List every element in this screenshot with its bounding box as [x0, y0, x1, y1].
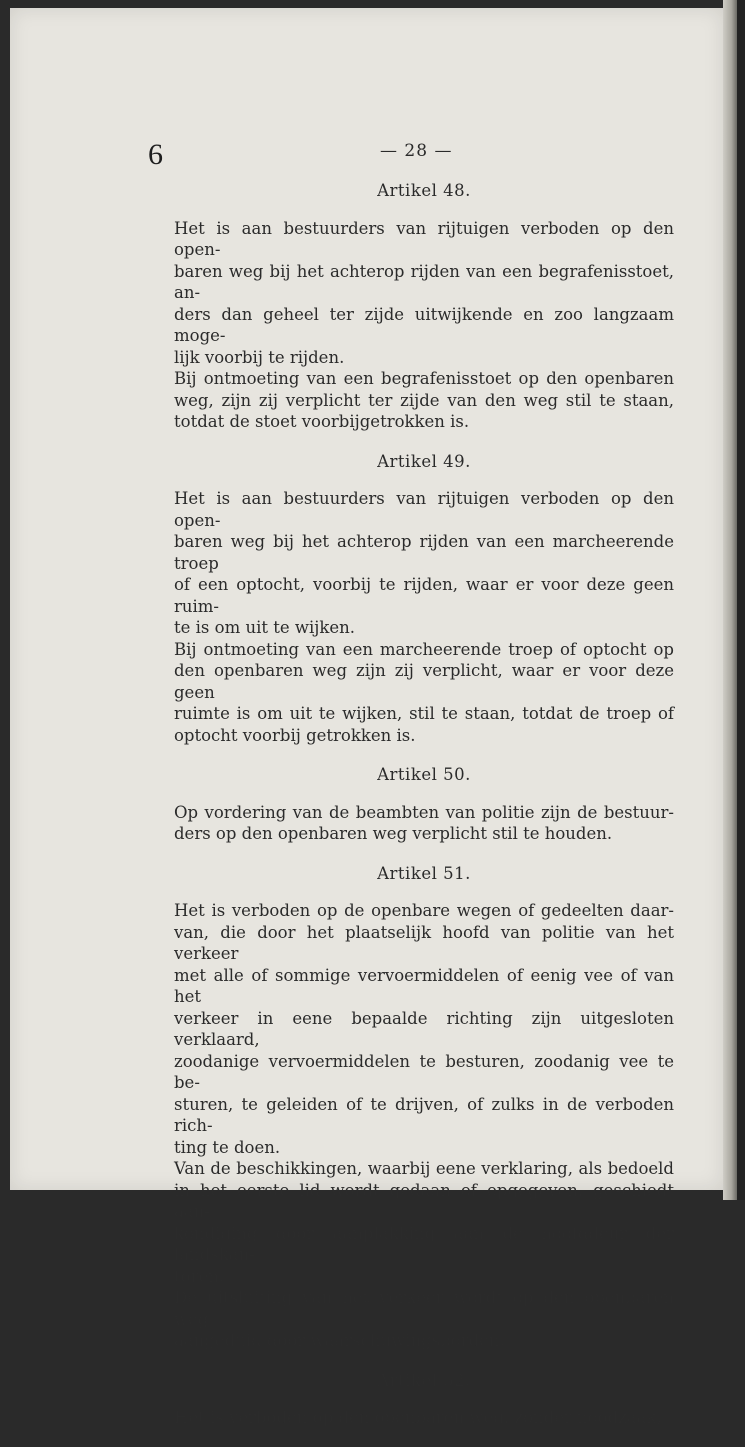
article-heading: Artikel 52. — [377, 1370, 471, 1390]
article-section — [174, 1370, 674, 1429]
text-line: ruimte is om uit te wijken, stil te staan, totdat de troep of — [174, 704, 674, 723]
page-body — [174, 180, 674, 1447]
article-paragraph — [174, 368, 674, 433]
folio-mark: 6 — [148, 138, 163, 171]
article-section — [174, 764, 674, 845]
text-line: De uitsluiting van het verkeer wordt op den openbaren weg — [174, 1288, 674, 1329]
article-heading: Artikel 49. — [377, 451, 471, 471]
text-line: optocht voorbij getrokken is. — [174, 725, 416, 745]
article-paragraph — [174, 1407, 674, 1429]
text-line: toren. — [174, 1266, 225, 1286]
article-paragraph — [174, 802, 674, 845]
text-line: Het is verboden op den openbaren weg, zonder noodzaak, — [174, 1408, 662, 1427]
article-paragraph — [174, 1158, 674, 1287]
text-line: ting te doen. — [174, 1137, 281, 1157]
text-line: ders dan geheel ter zijde uitwijkende en zoo langzaam moge- — [174, 304, 674, 345]
text-line: van, die door het plaatselijk hoofd van politie van het verkeer — [174, 922, 674, 963]
text-line: te is om uit te wijken. — [174, 618, 356, 637]
article-paragraph — [174, 639, 674, 747]
article-section — [174, 451, 674, 747]
text-line: totdat de stoet voorbijgetrokken is. — [174, 412, 470, 431]
text-line: Op vordering van de beambten van politie zijn de bestuur- — [174, 802, 674, 822]
text-line: Het is aan bestuurders van rijtuigen verboden op den open- — [174, 218, 674, 259]
text-line: Bij ontmoeting van een marcheerende troep of optocht op — [174, 639, 674, 659]
text-line: met alle of sommige vervoermiddelen of eenig vee of van het — [174, 965, 674, 1006]
page-edge — [723, 0, 737, 1200]
scan-border — [737, 0, 745, 1200]
article-heading: Artikel 51. — [377, 863, 471, 883]
article-paragraph — [174, 1287, 674, 1352]
text-line: ders op den openbaren weg verplicht stil te houden. — [174, 824, 613, 843]
text-line: Het is verboden op de openbare wegen of gedeelten daar- — [174, 901, 674, 920]
text-line: in het eerste lid wordt gedaan of opgegeven, geschiedt aan- — [174, 1180, 674, 1221]
text-line: baren weg bij het achterop rijden van een marcheerende troep — [174, 532, 674, 573]
text-line: aangeduid door waarschuwingsborden. — [174, 1331, 505, 1350]
article-section — [174, 180, 674, 433]
text-line: lijk voorbij te rijden. — [174, 347, 345, 367]
text-line: zoodanige vervoermiddelen te besturen, zoodanig vee te be- — [174, 1051, 674, 1092]
page-number: — 28 — — [380, 141, 453, 161]
text-line: weg, zijn zij verplicht ter zijde van den weg stil te staan, — [174, 390, 674, 410]
text-line: Bij ontmoeting van een begrafenisstoet op den openbaren — [174, 369, 674, 388]
article-paragraph — [174, 900, 674, 1158]
text-line: kondiging door aanplakking aan de hoofddeur der landskan- — [174, 1223, 674, 1264]
text-line: Van de beschikkingen, waarbij eene verklaring, als bedoeld — [174, 1159, 674, 1178]
text-line: sturen, te geleiden of te drijven, of zulks in de verboden rich- — [174, 1094, 674, 1135]
article-paragraph — [174, 488, 674, 639]
article-section — [174, 863, 674, 1352]
text-line: den openbaren weg zijn zij verplicht, waar er voor deze geen — [174, 661, 674, 702]
text-line: baren weg bij het achterop rijden van een begrafenisstoet, an- — [174, 261, 674, 302]
article-heading: Artikel 50. — [377, 765, 471, 784]
article-heading: Artikel 48. — [377, 181, 471, 200]
text-line: Het is aan bestuurders van rijtuigen verboden op den open- — [174, 489, 674, 530]
text-line: of een optocht, voorbij te rijden, waar er voor deze geen ruim- — [174, 575, 674, 616]
article-paragraph — [174, 218, 674, 369]
text-line: verkeer in eene bepaalde richting zijn uitgesloten verklaard, — [174, 1008, 674, 1049]
